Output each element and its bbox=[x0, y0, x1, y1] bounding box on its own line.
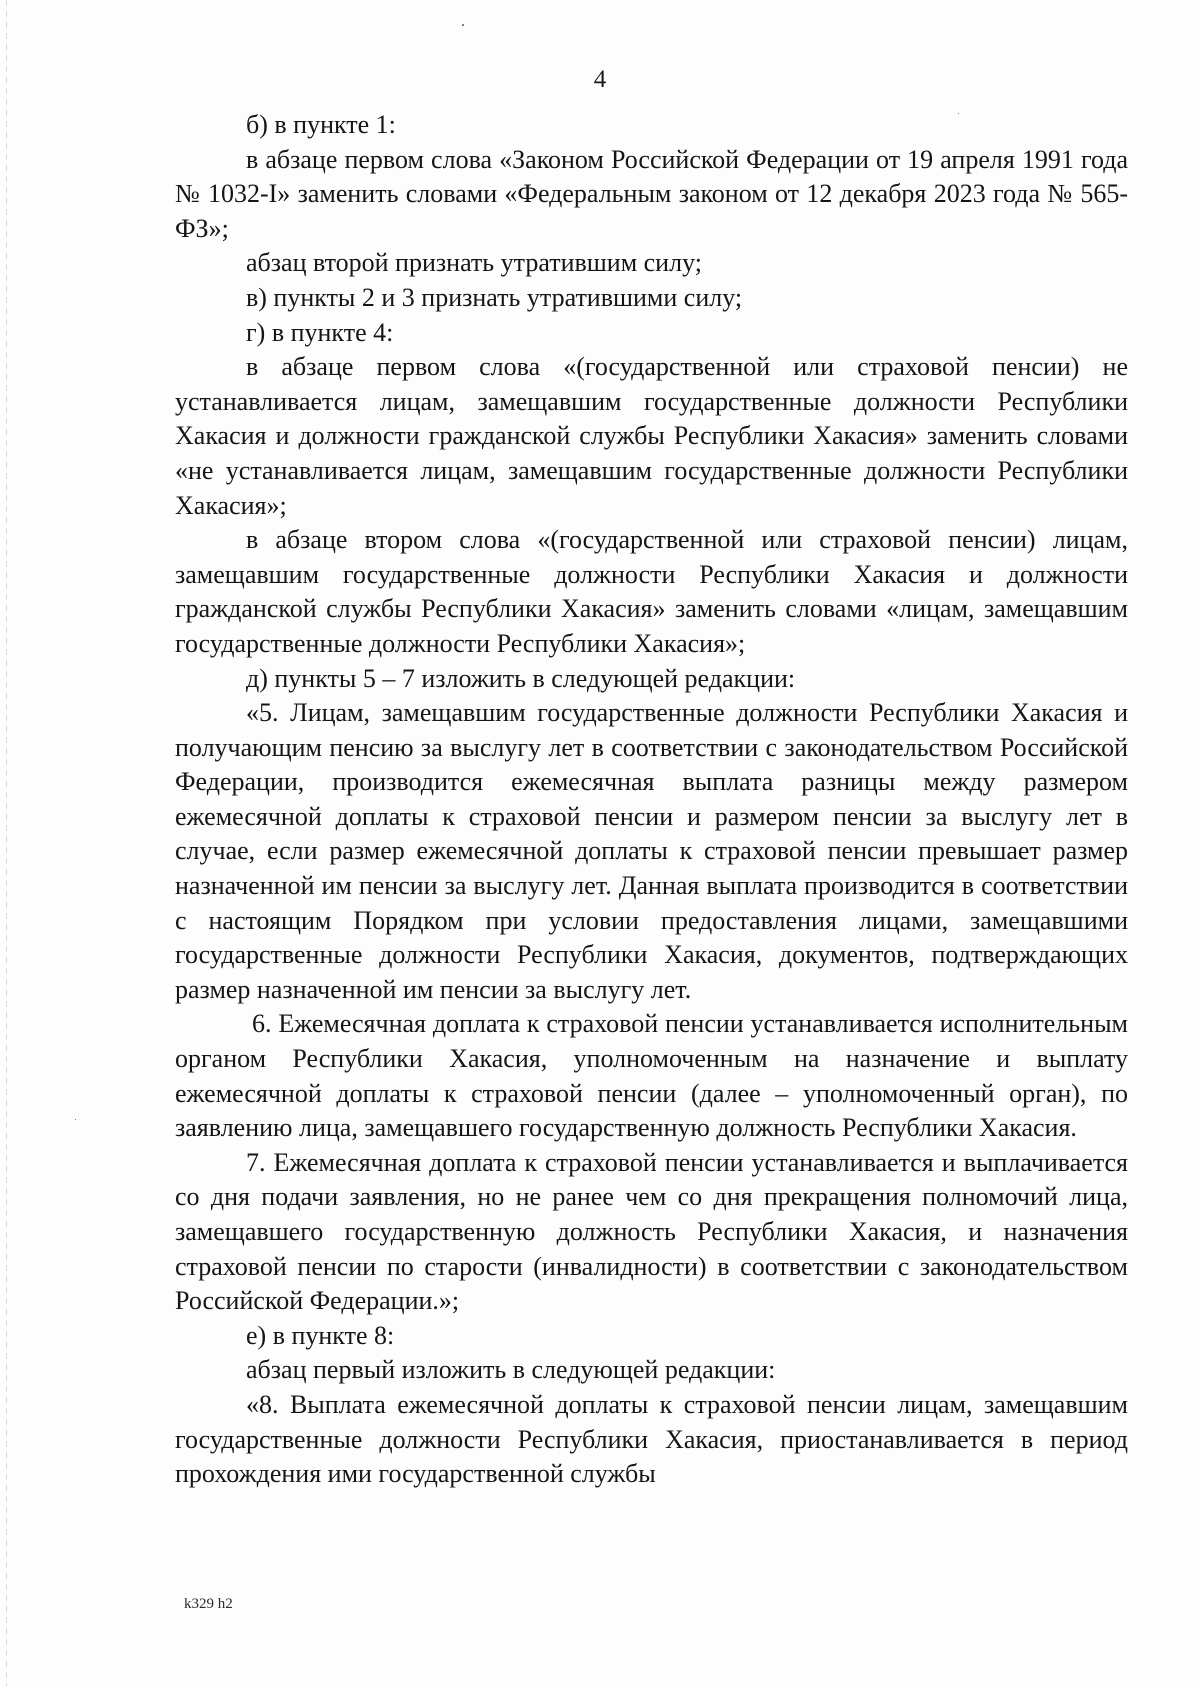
footer-document-code: k329 h2 bbox=[184, 1596, 233, 1612]
scan-edge-line bbox=[6, 0, 7, 1686]
paragraph-item-5: «5. Лицам, замещавшим государственные должности Республики Хакасия и получающим пенсию за выслугу лет в соответствии с законодательством Российской Федерации, производится ежемесячная выплата разницы между размером ежемесячной доплаты к страховой пенсии и размером пенсии за выслугу лет в случае, если размер ежемесячной доплаты к страховой пенсии превышает размер назначенной им пенсии за выслугу лет. Данная выплата производится в соответствии с настоящим Порядком при условии предоставления лицами, замещавшими государственные должности Республики Хакасия, документов, подтверждающих размер назначенной им пенсии за выслугу лет. bbox=[175, 698, 1128, 1004]
paragraph-item-8: «8. Выплата ежемесячной доплаты к страховой пенсии лицам, замещавшим государственные должности Республики Хакасия, приостанавливается в период прохождения ими государственной службы bbox=[175, 1389, 1128, 1489]
paragraph-b-1: в абзаце первом слова «Законом Российской Федерации от 19 апреля 1991 года № 1032-I» заменить словами «Федеральным законом от 12 декабря 2023 года № 565-ФЗ»; bbox=[175, 144, 1128, 243]
paragraph-b-2: абзац второй признать утратившим силу; bbox=[246, 248, 702, 278]
paragraph-g: г) в пункте 4: bbox=[246, 317, 394, 347]
paragraph-e-1: абзац первый изложить в следующей редакции: bbox=[246, 1355, 776, 1385]
scan-speck bbox=[75, 1119, 76, 1120]
paragraph-e: е) в пункте 8: bbox=[246, 1320, 395, 1350]
document-body bbox=[175, 108, 1128, 1492]
paragraph-item-7: 7. Ежемесячная доплата к страховой пенсии устанавливается и выплачивается со дня подачи заявления, но не ранее чем со дня прекращения полномочий лица, замещавшего государственную должность Республики Хакасия, и назначения страховой пенсии по старости (инвалидности) в соответствии с законодательством Российской Федерации.»; bbox=[175, 1147, 1128, 1316]
page-number: 4 bbox=[593, 66, 607, 93]
paragraph-item-6: 6. Ежемесячная доплата к страховой пенсии устанавливается исполнительным органом Республики Хакасия, уполномоченным на назначение и выплату ежемесячной доплаты к страховой пенсии (далее – уполномоченный орган), по заявлению лица, замещавшего государственную должность Республики Хакасия. bbox=[175, 1009, 1128, 1143]
paragraph-g-1: в абзаце первом слова «(государственной или страховой пенсии) не устанавливается лицам, замещавшим государственные должности Республики Хакасия и должности гражданской службы Республики Хакасия» заменить словами «не устанавливается лицам, замещавшим государственные должности Республики Хакасия»; bbox=[175, 352, 1128, 520]
scan-speck bbox=[462, 24, 464, 26]
paragraph-v: в) пункты 2 и 3 признать утратившими силу; bbox=[246, 282, 743, 312]
paragraph-b: б) в пункте 1: bbox=[246, 110, 396, 139]
scan-speck bbox=[958, 113, 959, 114]
paragraph-d: д) пункты 5 – 7 изложить в следующей редакции: bbox=[246, 663, 796, 693]
paragraph-g-2: в абзаце втором слова «(государственной или страховой пенсии) лицам, замещавшим государственные должности Республики Хакасия и должности гражданской службы Республики Хакасия» заменить словами «лицам, замещавшим государственные должности Республики Хакасия»; bbox=[175, 525, 1128, 658]
